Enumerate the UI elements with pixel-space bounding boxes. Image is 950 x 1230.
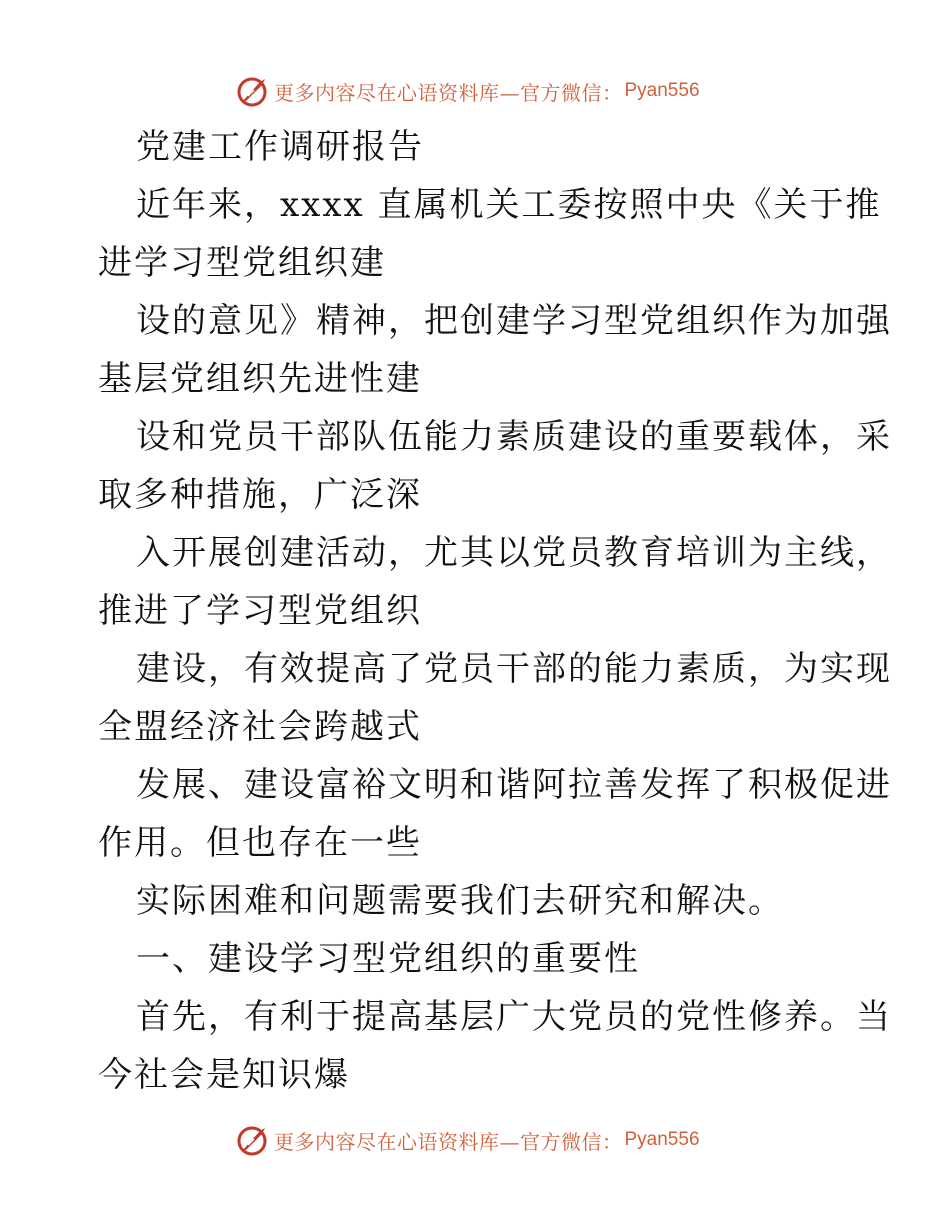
quill-logo-icon [236,74,270,108]
document-body [98,118,892,1104]
text-line: 建设，有效提高了党员干部的能力素质，为实现 [136,649,892,689]
footer-watermark [236,1122,700,1158]
watermark-account: Pyan556 [624,1129,700,1150]
text-line: 推进了学习型党组织 [98,591,422,631]
text-line: 一、建设学习型党组织的重要性 [136,939,640,979]
text-line: 设和党员干部队伍能力素质建设的重要载体，采 [136,417,892,457]
text-line: 首先，有利于提高基层广大党员的党性修养。当 [136,997,892,1037]
text-line: 进学习型党组织建 [98,243,386,283]
watermark-text: 更多内容尽在心语资料库—官方微信： [274,1129,623,1154]
watermark-text: 更多内容尽在心语资料库—官方微信： [274,80,623,105]
text-line: 取多种措施，广泛深 [98,475,422,515]
text-line: 发展、建设富裕文明和谐阿拉善发挥了积极促进 [136,765,892,805]
watermark-account: Pyan556 [624,80,700,101]
text-line: 基层党组织先进性建 [98,359,422,399]
text-line: 近年来，xxxx 直属机关工委按照中央《关于推 [136,185,882,225]
text-line: 作用。但也存在一些 [98,823,422,863]
text-line: 入开展创建活动，尤其以党员教育培训为主线， [136,533,892,573]
text-line: 全盟经济社会跨越式 [98,707,422,747]
text-line: 实际困难和问题需要我们去研究和解决。 [136,881,784,921]
text-line: 党建工作调研报告 [136,127,424,167]
text-line: 设的意见》精神，把创建学习型党组织作为加强 [136,301,892,341]
text-line: 今社会是知识爆 [98,1055,350,1095]
quill-logo-icon [236,1123,270,1157]
header-watermark [236,73,700,109]
